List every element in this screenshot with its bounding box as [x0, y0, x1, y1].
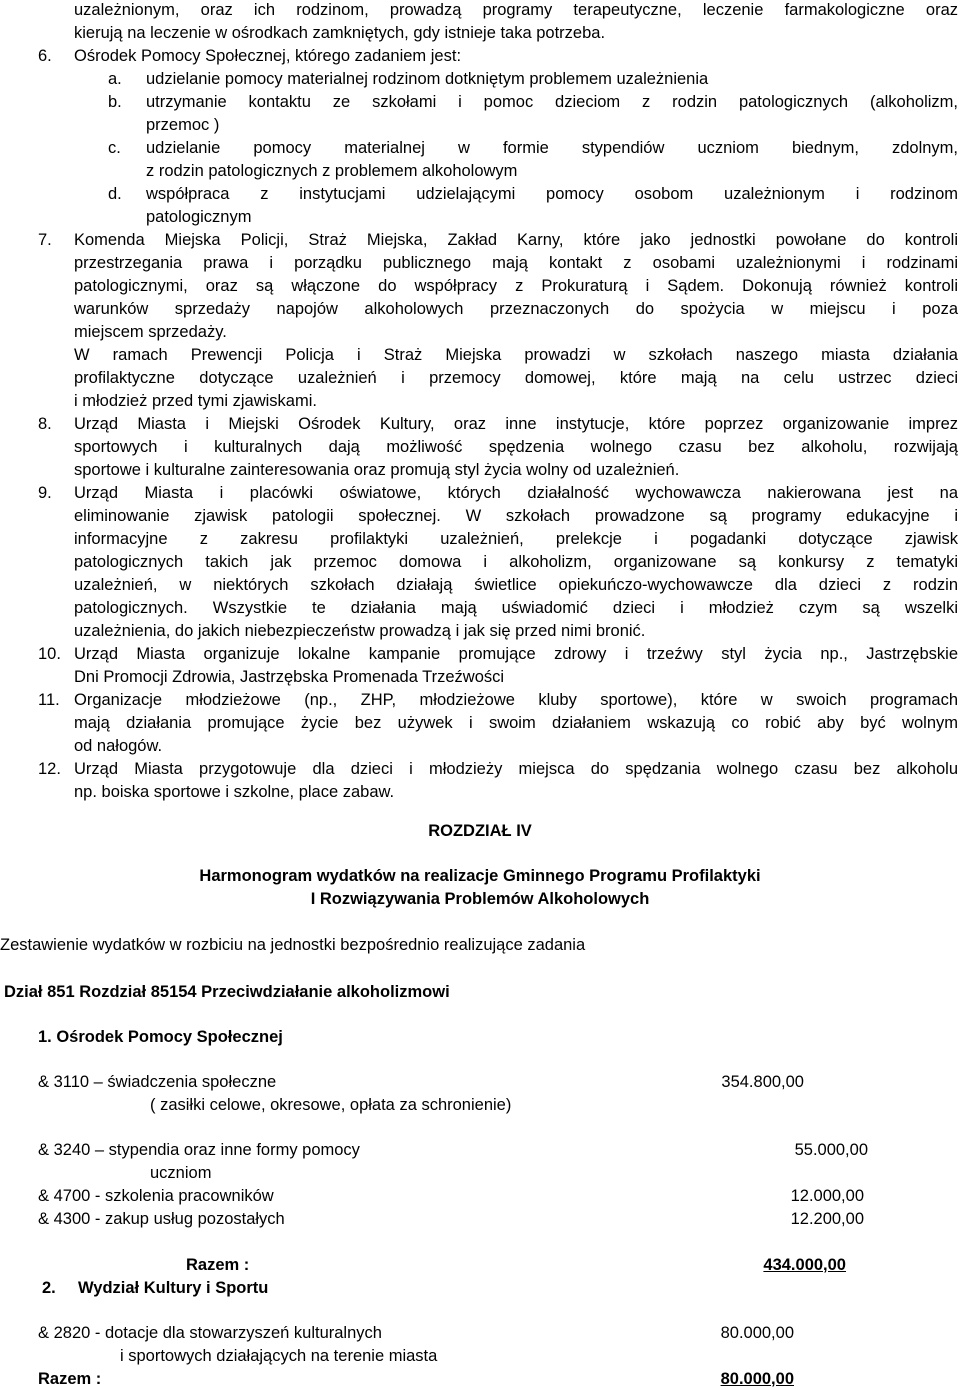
paragraph-line: Dni Promocji Zdrowia, Jastrzębska Promenada Trzeźwości [74, 668, 505, 686]
sub-item: udzielanie pomocy materialnej rodzinom dotkniętym problemem uzależnienia [146, 70, 709, 88]
paragraph-line: uzależnienia, do jakich niebezpieczeństw prowadzą i jak się przed nimi bronić. [74, 622, 646, 640]
paragraph-line: i młodzież przed tymi zjawiskami. [74, 392, 317, 410]
intro-line: kierują na leczenie w ośrodkach zamkniętych, gdy istnieje taka potrzeba. [74, 24, 606, 42]
paragraph-line: patologicznymi, oraz są włączone do współpracy z Prokuraturą i Sądem. Dokonują również kontroli [74, 277, 958, 295]
expense-label: & 4300 - zakup usług pozostałych [38, 1210, 285, 1228]
total-amount: 434.000,00 [763, 1256, 846, 1274]
sub-letter: d. [108, 185, 122, 203]
expense-label: & 3240 – stypendia oraz inne formy pomocy [38, 1141, 360, 1159]
unit-number: 2. [42, 1279, 56, 1297]
expense-note: i sportowych działających na terenie miasta [120, 1347, 438, 1365]
paragraph-line: od nałogów. [74, 737, 163, 755]
paragraph-line: uzależnień, w niektórych szkołach działają świetlice opiekuńczo-wychowawcze dla dzieci z rodzin [74, 576, 958, 594]
expense-amount: 12.000,00 [790, 1187, 864, 1205]
list-number: 8. [38, 415, 52, 433]
sub-letter: c. [108, 139, 121, 157]
sub-item: patologicznym [146, 208, 252, 226]
sub-letter: b. [108, 93, 122, 111]
paragraph-line: Organizacje młodzieżowe (np., ZHP, młodzieżowe kluby sportowe), które w swoich programach [74, 691, 958, 709]
unit-heading: 1. Ośrodek Pomocy Społecznej [38, 1028, 283, 1046]
total-amount: 80.000,00 [720, 1370, 794, 1388]
list-number: 11. [38, 691, 60, 709]
unit-heading: Wydział Kultury i Sportu [78, 1279, 269, 1297]
paragraph-line: Urząd Miasta organizuje lokalne kampanie promujące zdrowy i trzeźwy styl życia np., Jastrzębskie [74, 645, 958, 663]
paragraph-line: patologicznych takich jak przemoc domowa i alkoholizm, organizowane są konkursy z tematyki [74, 553, 958, 571]
sub-letter: a. [108, 70, 122, 88]
paragraph-line: sportowych i kulturalnych dają możliwość spędzenia wolnego czasu bez alkoholu, rozwijają [74, 438, 958, 456]
budget-division: Dział 851 Rozdział 85154 Przeciwdziałanie alkoholizmowi [4, 983, 450, 1001]
paragraph-line: Urząd Miasta i placówki oświatowe, których działalność wychowawcza nakierowana jest na [74, 484, 958, 502]
paragraph-line: W ramach Prewencji Policja i Straż Miejska prowadzi w szkołach naszego miasta działania [74, 346, 958, 364]
total-label: Razem : [186, 1256, 250, 1274]
summary-text: Zestawienie wydatków w rozbiciu na jednostki bezpośrednio realizujące zadania [0, 936, 586, 954]
paragraph-line: miejscem sprzedaży. [74, 323, 227, 341]
expense-amount: 55.000,00 [794, 1141, 868, 1159]
paragraph-line: eliminowanie zjawisk patologii społecznej. W szkołach prowadzone są programy edukacyjne i [74, 507, 958, 525]
sub-item: utrzymanie kontaktu ze szkołami i pomoc dzieciom z rodzin patologicznych (alkoholizm, [146, 93, 958, 111]
paragraph-line: mają działania promujące życie bez używek i swoim działaniem wskazują co robić aby być wolnym [74, 714, 958, 732]
expense-amount: 354.800,00 [721, 1073, 804, 1091]
paragraph-line: warunków sprzedaży napojów alkoholowych przeznaczonych do spożycia w miejscu i poza [74, 300, 958, 318]
paragraph-line: sportowe i kulturalne zainteresowania oraz promują styl życia wolny od uzależnień. [74, 461, 680, 479]
sub-item: przemoc ) [146, 116, 220, 134]
sub-item: współpraca z instytucjami udzielającymi pomocy osobom uzależnionym i rodzinom [146, 185, 958, 203]
intro-line: uzależnionym, oraz ich rodzinom, prowadzą programy terapeutyczne, leczenie farmakologiczne oraz [74, 1, 958, 19]
list-number: 9. [38, 484, 52, 502]
chapter-heading: ROZDZIAŁ IV [428, 822, 532, 840]
expense-note: ( zasiłki celowe, okresowe, opłata za schronienie) [150, 1096, 512, 1114]
paragraph-line: informacyjne z zakresu profilaktyki uzależnień, prelekcje i pogadanki dotyczące zjawisk [74, 530, 958, 548]
paragraph-line: przestrzegania prawa i porządku publicznego mają kontakt z osobami uzależnionymi i rodzinami [74, 254, 958, 272]
list-number: 6. [38, 47, 52, 65]
expense-label: & 3110 – świadczenia społeczne [38, 1073, 277, 1091]
expense-label: & 2820 - dotacje dla stowarzyszeń kulturalnych [38, 1324, 382, 1342]
paragraph-line: Urząd Miasta przygotowuje dla dzieci i młodzieży miejsca do spędzania wolnego czasu bez alkoholu [74, 760, 958, 778]
list-item-heading: Ośrodek Pomocy Społecznej, którego zadaniem jest: [74, 47, 462, 65]
expense-label: & 4700 - szkolenia pracowników [38, 1187, 274, 1205]
section-title: I Rozwiązywania Problemów Alkoholowych [310, 890, 650, 908]
paragraph-line: np. boiska sportowe i szkolne, place zabaw. [74, 783, 395, 801]
expense-amount: 12.200,00 [790, 1210, 864, 1228]
expense-note: uczniom [150, 1164, 212, 1182]
expense-amount: 80.000,00 [720, 1324, 794, 1342]
paragraph-line: Komenda Miejska Policji, Straż Miejska, Zakład Karny, które jako jednostki powołane do kontroli [74, 231, 958, 249]
total-label: Razem : [38, 1370, 102, 1388]
sub-item: z rodzin patologicznych z problemem alkoholowym [146, 162, 518, 180]
list-number: 7. [38, 231, 52, 249]
section-title: Harmonogram wydatków na realizacje Gminnego Programu Profilaktyki [199, 867, 761, 885]
paragraph-line: Urząd Miasta i Miejski Ośrodek Kultury, oraz inne instytucje, które poprzez organizowanie imprez [74, 415, 958, 433]
paragraph-line: patologicznych. Wszystkie te działania mają uświadomić dzieci i młodzież czym są wszelki [74, 599, 958, 617]
list-number: 12. [38, 760, 61, 778]
paragraph-line: profilaktyczne dotyczące uzależnień i przemocy domowej, które mają na celu ustrzec dzieci [74, 369, 958, 387]
sub-item: udzielanie pomocy materialnej w formie stypendiów uczniom biednym, zdolnym, [146, 139, 958, 157]
list-number: 10. [38, 645, 61, 663]
